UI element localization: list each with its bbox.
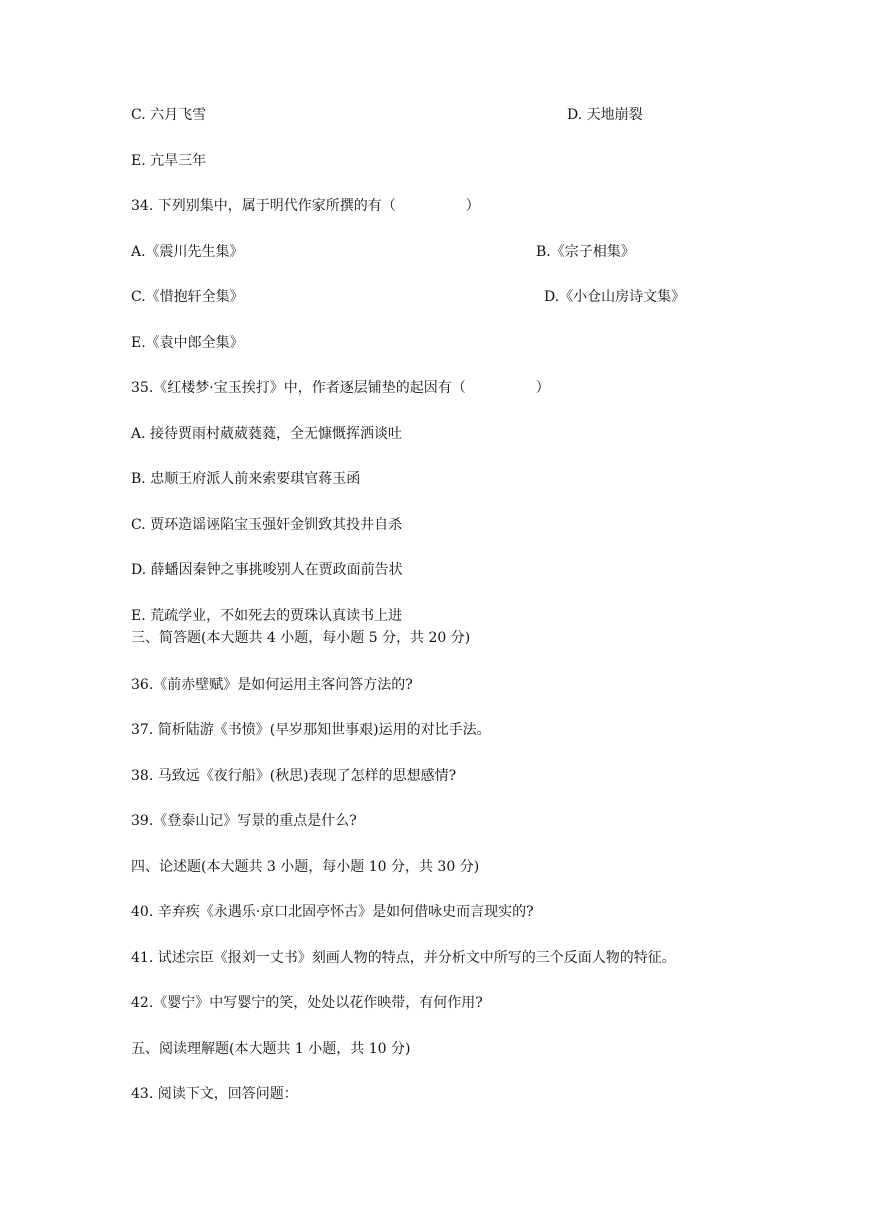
q35-stem: 35.《红楼梦·宝玉挨打》中，作者逐层铺垫的起因有（ ） <box>131 380 550 396</box>
q33-option-e: E. 亢旱三年 <box>131 153 207 169</box>
question-43: 43. 阅读下文，回答问题： <box>131 1086 298 1102</box>
question-36: 36.《前赤壁赋》是如何运用主客问答方法的? <box>131 677 413 693</box>
question-40: 40. 辛弃疾《永遇乐·京口北固亭怀古》是如何借咏史而言现实的? <box>131 904 534 920</box>
q35-option-c: C. 贾环造谣诬陷宝玉强奸金钏致其投井自杀 <box>131 517 403 533</box>
section3-heading: 三、简答题(本大题共 4 小题，每小题 5 分，共 20 分) <box>131 630 471 646</box>
q34-option-e: E.《袁中郎全集》 <box>131 335 244 351</box>
q35-option-d: D. 薛蟠因秦钟之事挑唆别人在贾政面前告状 <box>131 562 403 578</box>
q35-option-e: E. 荒疏学业，不如死去的贾珠认真读书上进 <box>131 608 403 624</box>
q34-option-c: C.《惜抱轩全集》 <box>131 289 244 305</box>
question-38: 38. 马致远《夜行船》(秋思)表现了怎样的思想感情? <box>131 768 457 784</box>
q35-option-b: B. 忠顺王府派人前来索要琪官蒋玉函 <box>131 471 361 487</box>
q34-option-a: A.《震川先生集》 <box>131 244 244 260</box>
q34-option-d: D.《小仓山房诗文集》 <box>544 289 686 305</box>
question-39: 39.《登泰山记》写景的重点是什么? <box>131 813 357 829</box>
q33-option-d: D. 天地崩裂 <box>567 107 643 123</box>
q34-option-b: B.《宗子相集》 <box>536 244 635 260</box>
section5-heading: 五、阅读理解题(本大题共 1 小题，共 10 分) <box>131 1041 411 1057</box>
q35-option-a: A. 接待贾雨村葳葳蕤蕤，全无慷慨挥洒谈吐 <box>131 426 403 442</box>
q33-option-c: C. 六月飞雪 <box>131 107 207 123</box>
question-42: 42.《婴宁》中写婴宁的笑，处处以花作映带，有何作用? <box>131 995 483 1011</box>
section4-heading: 四、论述题(本大题共 3 小题，每小题 10 分，共 30 分) <box>131 859 480 875</box>
question-37: 37. 简析陆游《书愤》(早岁那知世事艰)运用的对比手法。 <box>131 722 491 738</box>
question-41: 41. 试述宗臣《报刘一丈书》刻画人物的特点，并分析文中所写的三个反面人物的特征。 <box>131 950 676 966</box>
q34-stem: 34. 下列别集中，属于明代作家所撰的有（ ） <box>131 198 480 214</box>
